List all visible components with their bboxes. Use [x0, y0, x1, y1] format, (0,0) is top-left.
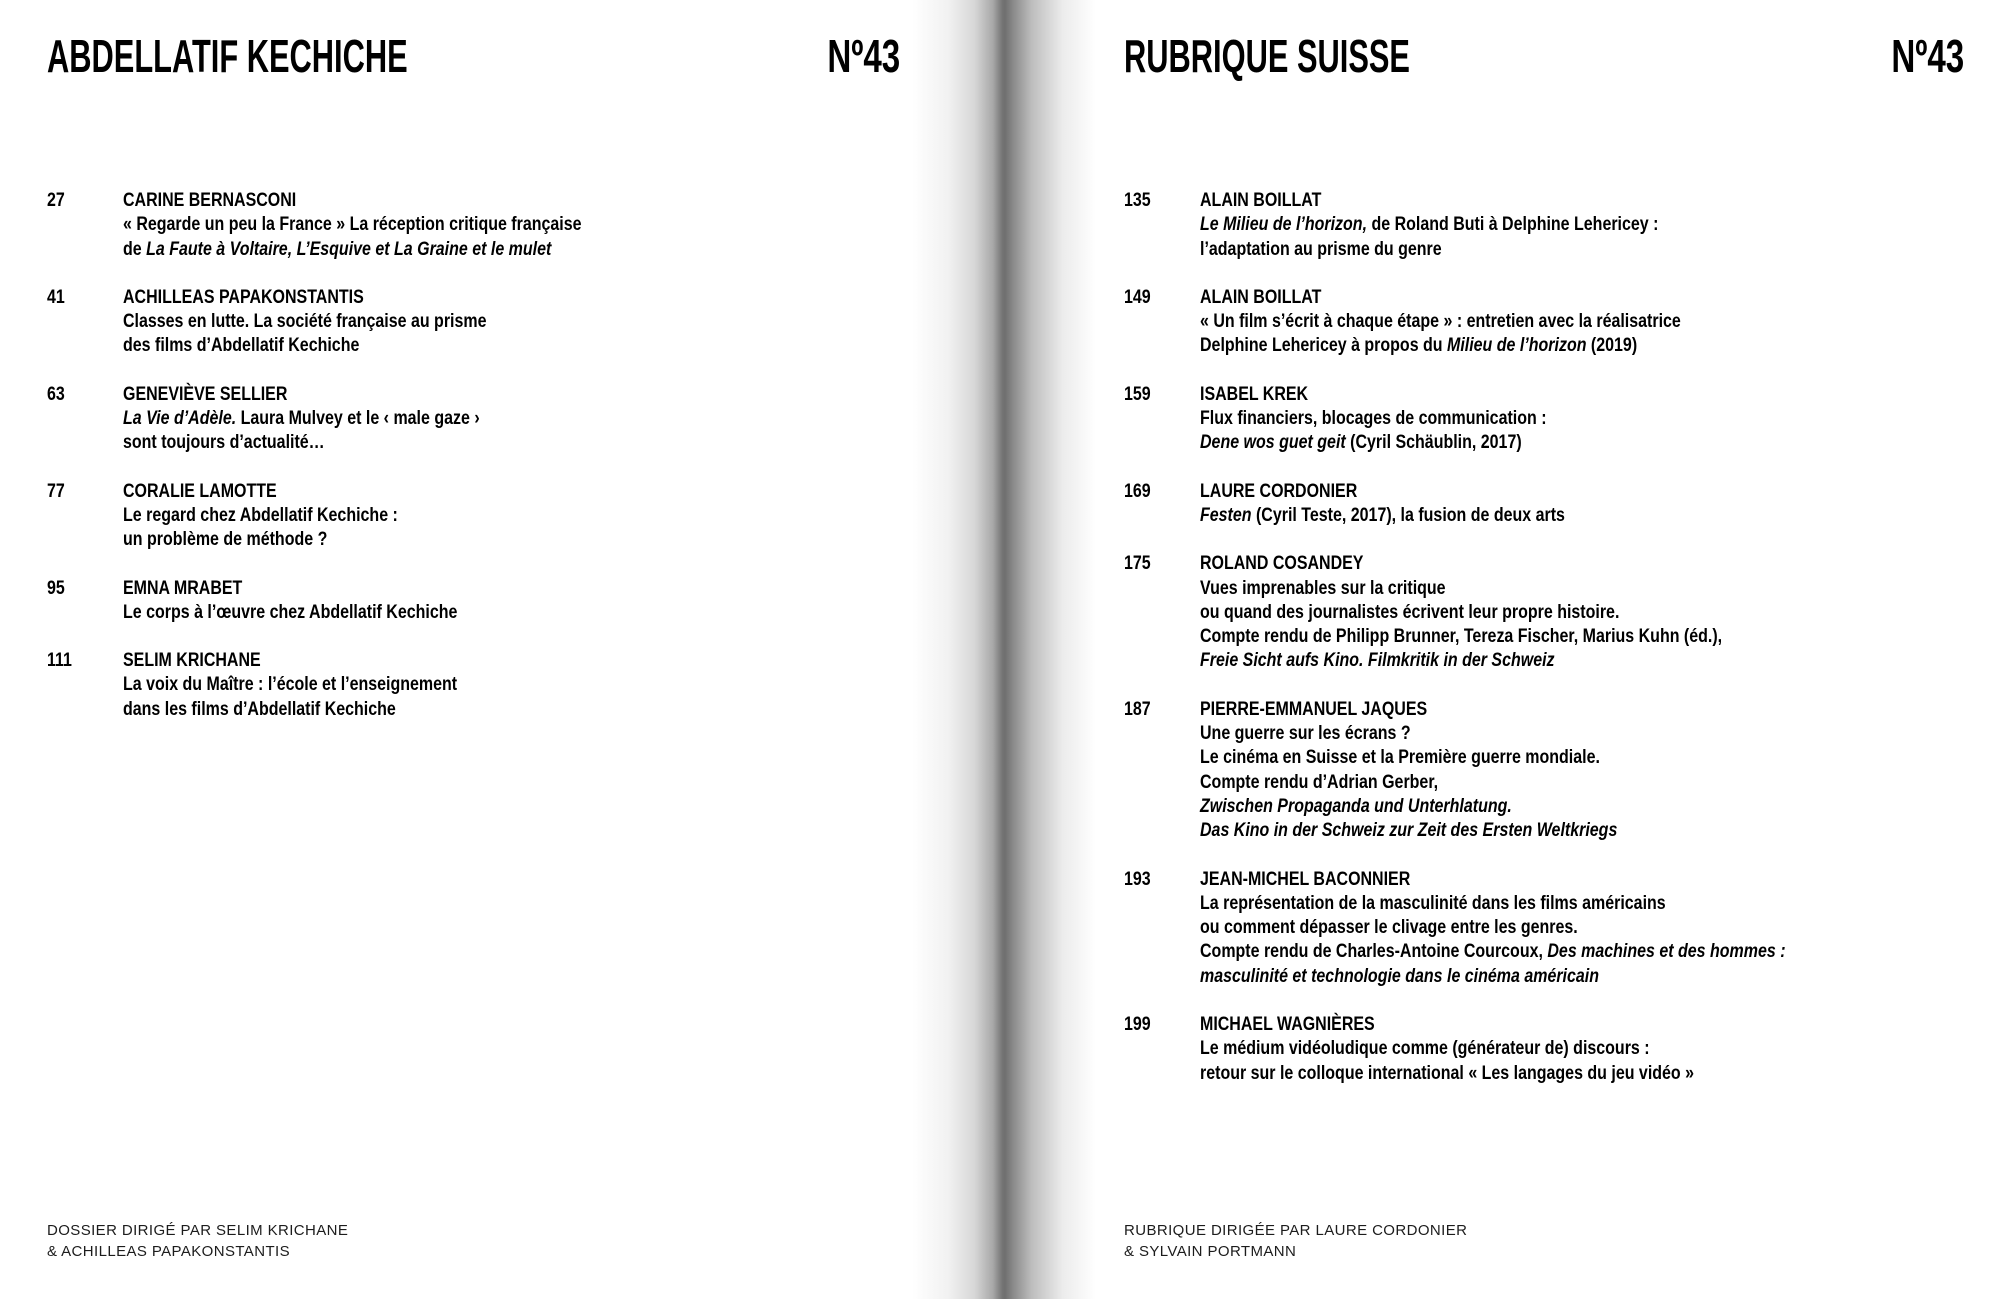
- entry-title-line: masculinité et technologie dans le cinéma américain: [1200, 964, 1600, 987]
- entry-page-number: 149: [1124, 285, 1151, 308]
- issue-number: Nº43: [1891, 30, 1964, 82]
- entry-title-line: Le médium vidéoludique comme (générateur de) discours :: [1200, 1037, 1650, 1060]
- entry-title-line: La représentation de la masculinité dans les films américains: [1200, 891, 1666, 914]
- footer-line: & ACHILLEAS PAPAKONSTANTIS: [47, 1243, 290, 1260]
- entry-body: [1200, 867, 1964, 988]
- entry-title-line: l’adaptation au prisme du genre: [1200, 237, 1442, 260]
- page-footer-left: [47, 1220, 348, 1262]
- page-footer-right: [1124, 1220, 1467, 1262]
- entry-title-line: Delphine Lehericey à propos du Milieu de l’horizon (2019): [1200, 334, 1638, 357]
- entry-title-line: de La Faute à Voltaire, L’Esquive et La Graine et le mulet: [123, 237, 552, 260]
- entry-author: LAURE CORDONIER: [1200, 479, 1358, 502]
- page-left: [47, 0, 900, 1299]
- entry-author: PIERRE-EMMANUEL JAQUES: [1200, 697, 1428, 720]
- entry-body: [123, 285, 900, 358]
- entry-title-line: Dene wos guet geit (Cyril Schäublin, 2017): [1200, 431, 1522, 454]
- entry-title-line: dans les films d’Abdellatif Kechiche: [123, 697, 396, 720]
- entry-title-line: ou quand des journalistes écrivent leur propre histoire.: [1200, 600, 1620, 623]
- entry-title-line: Compte rendu d’Adrian Gerber,: [1200, 770, 1439, 793]
- entry-author: MICHAEL WAGNIÈRES: [1200, 1013, 1375, 1036]
- entry-body: [1200, 188, 1964, 261]
- entry-page-number: 199: [1124, 1013, 1151, 1036]
- entry-title-line: Compte rendu de Charles-Antoine Courcoux, Des machines et des hommes :: [1200, 940, 1786, 963]
- footer-line: DOSSIER DIRIGÉ PAR SELIM KRICHANE: [47, 1222, 349, 1239]
- toc-entry: [47, 382, 900, 455]
- entry-title-line: Le cinéma en Suisse et la Première guerre mondiale.: [1200, 746, 1600, 769]
- entry-author: EMNA MRABET: [123, 576, 243, 599]
- toc-entry: [1124, 867, 1964, 988]
- toc-entry: [1124, 382, 1964, 455]
- entry-title-line: un problème de méthode ?: [123, 528, 328, 551]
- issue-number: Nº43: [827, 30, 900, 82]
- entry-body: [1200, 697, 1964, 843]
- toc-entry: [1124, 551, 1964, 672]
- entry-title-line: des films d’Abdellatif Kechiche: [123, 334, 360, 357]
- entry-title-line: Compte rendu de Philipp Brunner, Tereza Fischer, Marius Kuhn (éd.),: [1200, 625, 1723, 648]
- toc-entry: [47, 285, 900, 358]
- entry-author: ACHILLEAS PAPAKONSTANTIS: [123, 285, 364, 308]
- entry-author: CORALIE LAMOTTE: [123, 479, 277, 502]
- page-title: ABDELLATIF KECHICHE: [47, 30, 408, 82]
- entry-page-number: 135: [1124, 189, 1151, 211]
- page-right: [1124, 0, 1964, 1299]
- entry-title-line: Le corps à l’œuvre chez Abdellatif Kechiche: [123, 600, 458, 623]
- page-header-left: [47, 28, 900, 86]
- entry-page-number: 95: [47, 576, 65, 599]
- entry-page-number: 193: [1124, 867, 1151, 890]
- entry-page-number: 41: [47, 285, 65, 308]
- toc-entry: [1124, 285, 1964, 358]
- page-title: RUBRIQUE SUISSE: [1124, 30, 1410, 82]
- entry-title-line: « Un film s’écrit à chaque étape » : entretien avec la réalisatrice: [1200, 310, 1681, 333]
- entry-title-line: Vues imprenables sur la critique: [1200, 576, 1446, 599]
- toc-entry: [1124, 697, 1964, 843]
- toc-entry: [1124, 479, 1964, 528]
- entry-page-number: 159: [1124, 382, 1151, 405]
- entry-author: ROLAND COSANDEY: [1200, 552, 1364, 575]
- entry-body: [123, 382, 900, 455]
- entry-page-number: 169: [1124, 479, 1151, 502]
- entry-author: GENEVIÈVE SELLIER: [123, 382, 288, 405]
- toc-entry: [47, 648, 900, 721]
- entry-author: ALAIN BOILLAT: [1200, 189, 1322, 211]
- entry-author: CARINE BERNASCONI: [123, 189, 297, 211]
- entry-page-number: 175: [1124, 552, 1151, 575]
- entry-author: ISABEL KREK: [1200, 382, 1309, 405]
- entry-title-line: Zwischen Propaganda und Unterhlatung.: [1200, 794, 1512, 817]
- entry-title-line: « Regarde un peu la France » La réception critique française: [123, 213, 582, 236]
- entry-author: JEAN-MICHEL BACONNIER: [1200, 867, 1411, 890]
- entry-title-line: Festen (Cyril Teste, 2017), la fusion de deux arts: [1200, 503, 1565, 526]
- page-header-right: [1124, 28, 1964, 86]
- entry-body: [1200, 285, 1964, 358]
- entry-page-number: 77: [47, 479, 65, 502]
- entry-author: SELIM KRICHANE: [123, 649, 261, 672]
- entry-page-number: 111: [47, 649, 72, 672]
- entry-title-line: La Vie d’Adèle. Laura Mulvey et le ‹ male gaze ›: [123, 407, 480, 430]
- entry-title-line: Flux financiers, blocages de communication :: [1200, 407, 1547, 430]
- entry-title-line: Le regard chez Abdellatif Kechiche :: [123, 503, 398, 526]
- toc-entries-left: [47, 188, 900, 745]
- entry-title-line: La voix du Maître : l’école et l’enseignement: [123, 673, 458, 696]
- entry-title-line: sont toujours d’actualité…: [123, 431, 325, 454]
- toc-entry: [47, 479, 900, 552]
- entry-title-line: Classes en lutte. La société française au prisme: [123, 310, 487, 333]
- entry-body: [123, 479, 900, 552]
- entry-body: [123, 576, 900, 625]
- entry-body: [1200, 382, 1964, 455]
- entry-title-line: Das Kino in der Schweiz zur Zeit des Ersten Weltkriegs: [1200, 819, 1618, 842]
- entry-author: ALAIN BOILLAT: [1200, 285, 1322, 308]
- entry-body: [1200, 479, 1964, 528]
- entry-title-line: retour sur le colloque international « Les langages du jeu vidéo »: [1200, 1061, 1695, 1084]
- entry-page-number: 63: [47, 382, 65, 405]
- entry-body: [1200, 551, 1964, 672]
- entry-page-number: 27: [47, 189, 65, 211]
- footer-line: RUBRIQUE DIRIGÉE PAR LAURE CORDONIER: [1124, 1222, 1468, 1239]
- entry-title-line: ou comment dépasser le clivage entre les genres.: [1200, 916, 1578, 939]
- toc-entries-right: [1124, 188, 1964, 1109]
- entry-title-line: Une guerre sur les écrans ?: [1200, 722, 1411, 745]
- toc-entry: [47, 576, 900, 625]
- entry-body: [123, 188, 900, 261]
- entry-body: [123, 648, 900, 721]
- entry-body: [1200, 1012, 1964, 1085]
- toc-entry: [1124, 188, 1964, 261]
- entry-title-line: Le Milieu de l’horizon, de Roland Buti à Delphine Lehericey :: [1200, 213, 1659, 236]
- entry-page-number: 187: [1124, 697, 1151, 720]
- entry-title-line: Freie Sicht aufs Kino. Filmkritik in der Schweiz: [1200, 649, 1555, 672]
- page-gutter-shadow: [912, 0, 1096, 1299]
- toc-entry: [1124, 1012, 1964, 1085]
- toc-entry: [47, 188, 900, 261]
- footer-line: & SYLVAIN PORTMANN: [1124, 1243, 1297, 1260]
